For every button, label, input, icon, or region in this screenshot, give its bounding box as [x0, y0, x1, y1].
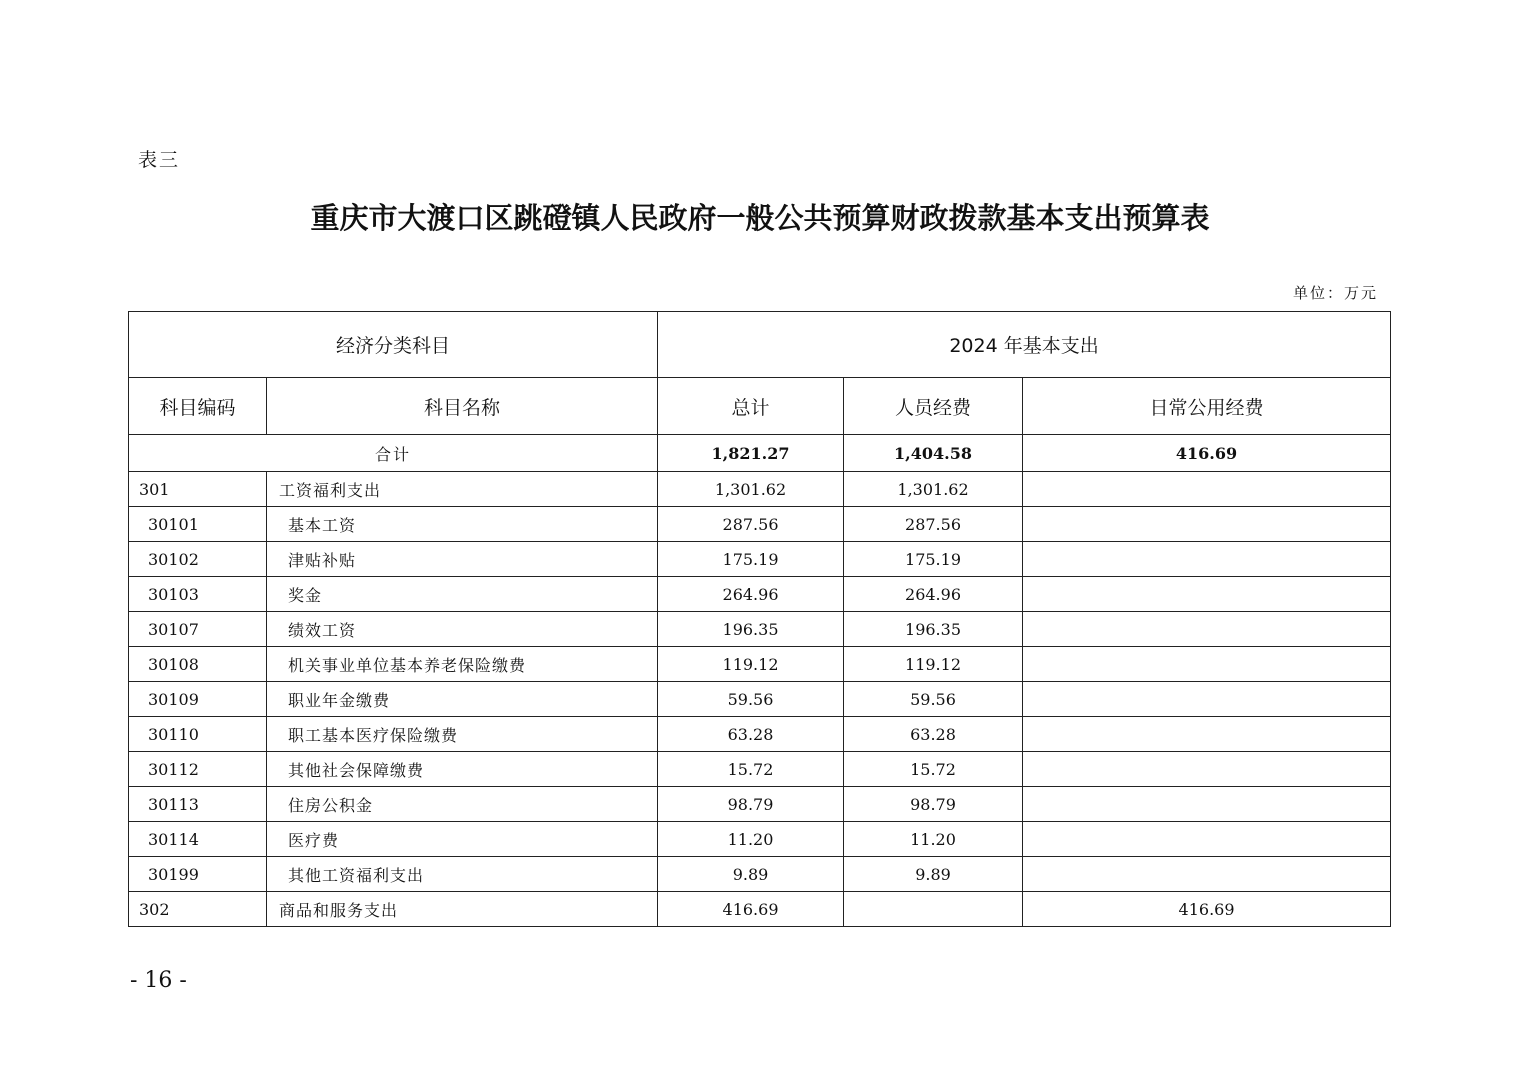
- table-row: [129, 822, 1391, 857]
- header-subject-name: 科目名称: [267, 378, 658, 435]
- cell-public: [1023, 822, 1391, 857]
- cell-total: 15.72: [658, 752, 844, 787]
- cell-total: 98.79: [658, 787, 844, 822]
- table-row: [129, 892, 1391, 927]
- total-row: [129, 435, 1391, 472]
- header-group-row: [129, 312, 1391, 378]
- table-row: [129, 507, 1391, 542]
- table-row: [129, 857, 1391, 892]
- cell-total: 196.35: [658, 612, 844, 647]
- header-column-row: [129, 378, 1391, 435]
- cell-public: [1023, 472, 1391, 507]
- cell-public: [1023, 542, 1391, 577]
- cell-public: [1023, 507, 1391, 542]
- cell-personnel: 15.72: [844, 752, 1023, 787]
- cell-subject-code: 30112: [129, 752, 267, 787]
- cell-total: 264.96: [658, 577, 844, 612]
- cell-subject-name: 其他社会保障缴费: [267, 752, 658, 787]
- table-row: [129, 717, 1391, 752]
- budget-table: [128, 311, 1391, 927]
- cell-personnel: 9.89: [844, 857, 1023, 892]
- header-basic-expenditure-2024: 2024 年基本支出: [658, 312, 1391, 378]
- header-total: 总计: [658, 378, 844, 435]
- document-title: 重庆市大渡口区跳磴镇人民政府一般公共预算财政拨款基本支出预算表: [310, 201, 1210, 235]
- cell-public: [1023, 717, 1391, 752]
- cell-personnel: 59.56: [844, 682, 1023, 717]
- cell-subject-name: 绩效工资: [267, 612, 658, 647]
- cell-subject-code: 30110: [129, 717, 267, 752]
- cell-total: 59.56: [658, 682, 844, 717]
- cell-total: 119.12: [658, 647, 844, 682]
- cell-total: 63.28: [658, 717, 844, 752]
- cell-total: 287.56: [658, 507, 844, 542]
- total-label: 合计: [129, 435, 658, 472]
- header-subject-code: 科目编码: [129, 378, 267, 435]
- page-number: - 16 -: [130, 968, 187, 993]
- cell-subject-name: 其他工资福利支出: [267, 857, 658, 892]
- total-public: 416.69: [1023, 435, 1391, 472]
- cell-personnel: 63.28: [844, 717, 1023, 752]
- table-row: [129, 577, 1391, 612]
- cell-subject-code: 30103: [129, 577, 267, 612]
- cell-subject-code: 30199: [129, 857, 267, 892]
- table-row: [129, 752, 1391, 787]
- cell-public: [1023, 612, 1391, 647]
- cell-subject-name: 住房公积金: [267, 787, 658, 822]
- cell-subject-code: 30114: [129, 822, 267, 857]
- cell-subject-code: 30109: [129, 682, 267, 717]
- cell-subject-name: 基本工资: [267, 507, 658, 542]
- cell-subject-code: 30113: [129, 787, 267, 822]
- cell-public: [1023, 647, 1391, 682]
- cell-public: [1023, 577, 1391, 612]
- cell-total: 416.69: [658, 892, 844, 927]
- header-public-expenses: 日常公用经费: [1023, 378, 1391, 435]
- cell-subject-name: 商品和服务支出: [267, 892, 658, 927]
- unit-label: 单位：万元: [1292, 284, 1378, 302]
- table-row: [129, 682, 1391, 717]
- cell-personnel: 1,301.62: [844, 472, 1023, 507]
- header-personnel-expenses: 人员经费: [844, 378, 1023, 435]
- cell-personnel: 98.79: [844, 787, 1023, 822]
- cell-personnel: 119.12: [844, 647, 1023, 682]
- table-row: [129, 472, 1391, 507]
- cell-public: [1023, 682, 1391, 717]
- cell-personnel: 11.20: [844, 822, 1023, 857]
- table-row: [129, 542, 1391, 577]
- cell-total: 11.20: [658, 822, 844, 857]
- cell-personnel: 264.96: [844, 577, 1023, 612]
- cell-total: 175.19: [658, 542, 844, 577]
- cell-subject-name: 奖金: [267, 577, 658, 612]
- total-amount: 1,821.27: [658, 435, 844, 472]
- cell-subject-code: 302: [129, 892, 267, 927]
- cell-subject-name: 医疗费: [267, 822, 658, 857]
- cell-personnel: [844, 892, 1023, 927]
- cell-subject-code: 30108: [129, 647, 267, 682]
- cell-subject-name: 职业年金缴费: [267, 682, 658, 717]
- cell-subject-code: 30102: [129, 542, 267, 577]
- cell-public: [1023, 857, 1391, 892]
- cell-subject-name: 机关事业单位基本养老保险缴费: [267, 647, 658, 682]
- header-economic-classification: 经济分类科目: [129, 312, 658, 378]
- cell-subject-code: 30107: [129, 612, 267, 647]
- cell-public: 416.69: [1023, 892, 1391, 927]
- cell-personnel: 196.35: [844, 612, 1023, 647]
- cell-public: [1023, 787, 1391, 822]
- cell-subject-name: 职工基本医疗保险缴费: [267, 717, 658, 752]
- cell-personnel: 175.19: [844, 542, 1023, 577]
- total-personnel: 1,404.58: [844, 435, 1023, 472]
- table-row: [129, 612, 1391, 647]
- cell-subject-name: 工资福利支出: [267, 472, 658, 507]
- table-row: [129, 647, 1391, 682]
- cell-subject-code: 30101: [129, 507, 267, 542]
- cell-total: 1,301.62: [658, 472, 844, 507]
- cell-public: [1023, 752, 1391, 787]
- table-label: 表三: [138, 149, 181, 171]
- cell-subject-name: 津贴补贴: [267, 542, 658, 577]
- cell-personnel: 287.56: [844, 507, 1023, 542]
- table-row: [129, 787, 1391, 822]
- cell-subject-code: 301: [129, 472, 267, 507]
- cell-total: 9.89: [658, 857, 844, 892]
